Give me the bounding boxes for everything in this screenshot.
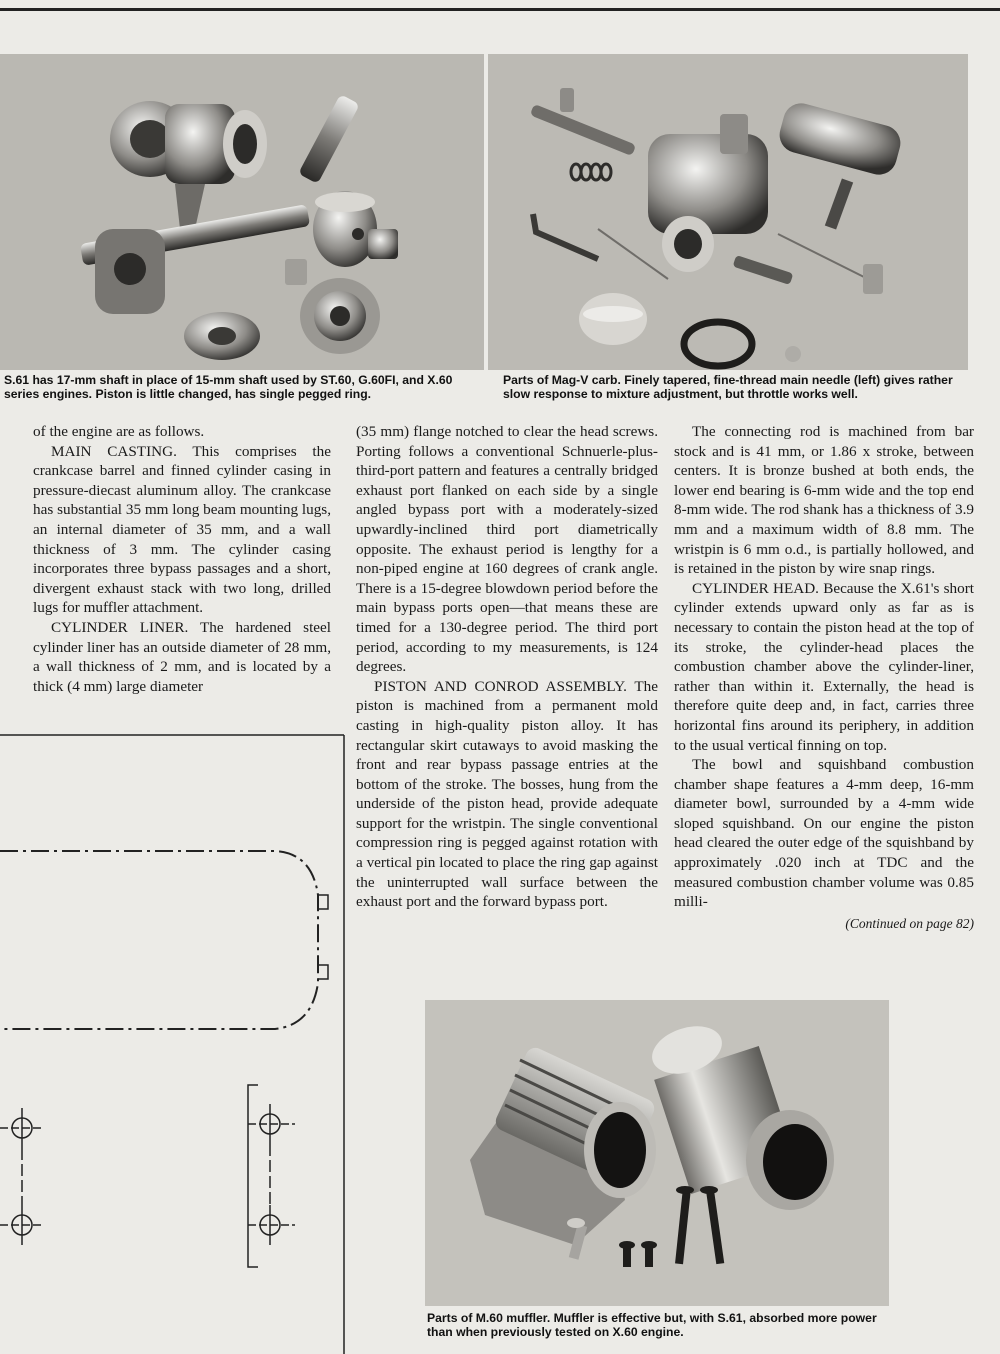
paragraph-main-casting: MAIN CASTING. This comprises the crankcase barrel and finned cylinder casing in pressure-diecast aluminum alloy. The crankcase has substantial 35 mm long beam mounting lugs, an internal diameter of 35 mm, and a wall thickness of 3 mm. The cylinder casing incorporates three bypass passages and a short, divergent exhaust stack with two long, drilled lugs for muffler attachment. (33, 442, 331, 617)
muffler-parts-photo (425, 1000, 889, 1306)
paragraph-cylinder-liner: CYLINDER LINER. The hardened steel cylinder liner has an outside diameter of 28 mm, a wall thickness of 2 mm, and is located by a thick (4 mm) large diameter (33, 618, 331, 695)
text-column-3 (674, 422, 974, 933)
paragraph-continuation: of the engine are as follows. (33, 423, 205, 440)
engine-parts-photo (0, 54, 484, 370)
engine-parts-caption: S.61 has 17-mm shaft in place of 15-mm shaft used by ST.60, G.60FI, and X.60 series engines. Piston is little changed, has single pegged ring. (4, 373, 453, 401)
muffler-parts-illustration (425, 1000, 889, 1306)
paragraph-combustion-chamber: The bowl and squishband combustion chamber shape features a 4-mm deep, 16-mm diameter bowl, surrounded by a 4-mm wide sloped squishband. On our engine the piston head cleared the outer edge of the squishband by approximately .020 inch at TDC and the measured combustion chamber volume was 0.85 milli- (674, 756, 974, 911)
paragraph-connecting-rod: The connecting rod is machined from bar stock and is 41 mm, or 1.86 x stroke, between centers. It is bronze bushed at both ends, the lower end bearing is 6-mm wide and the top end 8-mm wide. The rod shank has a thickness of 3.9 mm and a maximum width of 8.8 mm. The wristpin is 6 mm o.d., is partially hollowed, and is retained in the piston by wire snap rings. (674, 423, 974, 578)
paragraph-piston-conrod: PISTON AND CONROD ASSEMBLY. The piston is machined from a permanent mold casting in high-quality piston alloy. It has rectangular skirt cutaways to avoid masking the front and rear bypass passage entries at the bottom of the stroke. The bosses, hung from the underside of the piston head, provide adequate support for the wristpin. The single conventional compression ring is pegged against rotation with a vertical pin located to place the ring gap against the uninterrupted wall surface between the exhaust port and the forward bypass port. (356, 677, 658, 911)
carb-parts-illustration (488, 54, 968, 370)
top-rule (0, 8, 1000, 11)
carb-parts-caption: Parts of Mag-V carb. Finely tapered, fine-thread main needle (left) gives rather slow response to mixture adjustment, but throttle works well. (503, 373, 953, 401)
carb-parts-photo (488, 54, 968, 370)
drawing-outline (0, 733, 348, 1354)
text-column-1 (33, 422, 331, 696)
continued-note: (Continued on page 82) (845, 915, 974, 931)
paragraph-porting: (35 mm) flange notched to clear the head screws. Porting follows a conventional Schnuerle-plus-third-port pattern and features a centrally bridged exhaust port flanked on each side by a single angled bypass port with a moderately-sized upwardly-inclined third port diametrically opposite. The exhaust period is lengthy for a non-piped engine at 160 degrees of crank angle. There is a 15-degree blowdown period before the main bypass ports open—that means these are timed for a 130-degree period. The third port period, according to my measurements, is 124 degrees. (356, 423, 658, 676)
engine-parts-illustration (0, 54, 484, 370)
muffler-parts-caption: Parts of M.60 muffler. Muffler is effective but, with S.61, absorbed more power than when previously tested on X.60 engine. (427, 1311, 877, 1339)
paragraph-cylinder-head: CYLINDER HEAD. Because the X.61's short cylinder extends upward only as far as is necessary to contain the piston head at the top of its stroke, the cylinder-head places the combustion chamber above the cylinder-liner, rather than within it. Externally, the head is therefore quite deep and, in fact, carries three horizontal fins around its periphery, in addition to the usual vertical finning on top. (674, 579, 974, 754)
text-column-2 (356, 422, 658, 912)
engine-technical-drawing (0, 733, 348, 1354)
